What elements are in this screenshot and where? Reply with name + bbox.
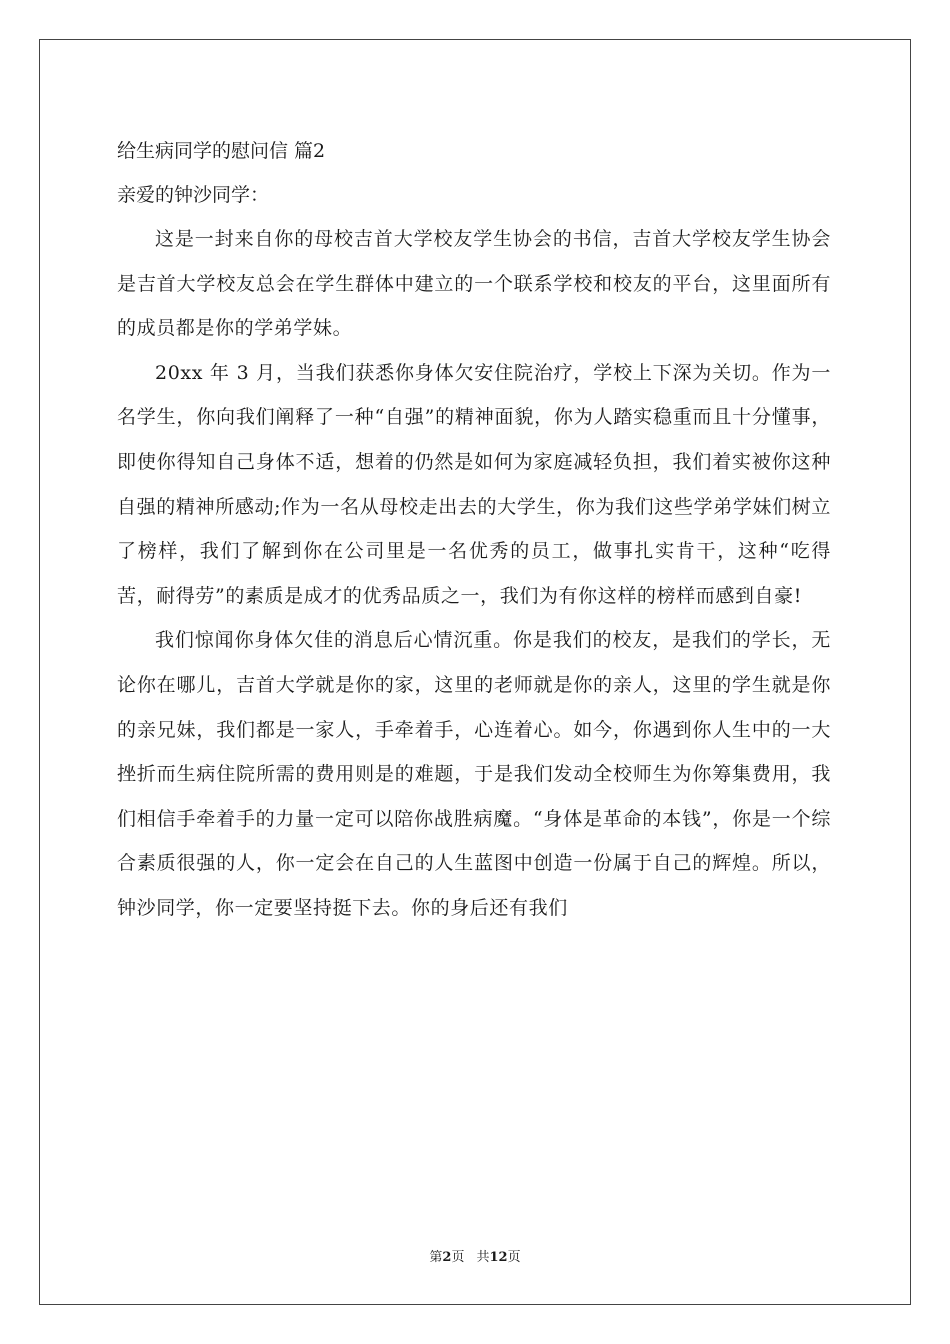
- total-page-number: 12: [489, 1250, 508, 1265]
- salutation: 亲爱的钟沙同学：: [117, 184, 270, 206]
- letter-title: 给生病同学的慰问信 篇2: [117, 140, 326, 162]
- paragraph-3: 我们惊闻你身体欠佳的消息后心情沉重。你是我们的校友，是我们的学长，无论你在哪儿，吉首大学就是你的家，这里的老师就是你的亲人，这里的学生就是你的亲兄妹，我们都是一家人，手牵着手，心连着心。如今，你遇到你人生中的一大挫折而生病住院所需的费用则是的难题，于是我们发动全校师生为你筹集费用，我们相信手牵着手的力量一定可以陪你战胜病魔。“身体是革命的本钱”，你是一个综合素质很强的人，你一定会在自己的人生蓝图中创造一份属于自己的辉煌。所以，钟沙同学，你一定要坚持挺下去。你的身后还有我们: [117, 629, 831, 919]
- total-pages-indicator: 共12页: [476, 1250, 521, 1265]
- page-indicator: 第2页: [429, 1250, 465, 1265]
- paragraph-2: 20xx 年 3 月，当我们获悉你身体欠安住院治疗，学校上下深为关切。作为一名学生，你向我们阐释了一种“自强”的精神面貌，你为人踏实稳重而且十分懂事，即使你得知自己身体不适，想着的仍然是如何为家庭减轻负担，我们着实被你这种自强的精神所感动;作为一名从母校走出去的大学生，你为我们这些学弟学妹们树立了榜样，我们了解到你在公司里是一名优秀的员工，做事扎实肯干，这种“吃得苦，耐得劳”的素质是成才的优秀品质之一，我们为有你这样的榜样而感到自豪!: [117, 361, 831, 607]
- page-footer: [0, 1246, 950, 1265]
- paragraph-1: 这是一封来自你的母校吉首大学校友学生协会的书信，吉首大学校友学生协会是吉首大学校友总会在学生群体中建立的一个联系学校和校友的平台，这里面所有的成员都是你的学弟学妹。: [117, 228, 831, 340]
- letter-body: [117, 129, 831, 931]
- current-page-number: 2: [442, 1250, 452, 1265]
